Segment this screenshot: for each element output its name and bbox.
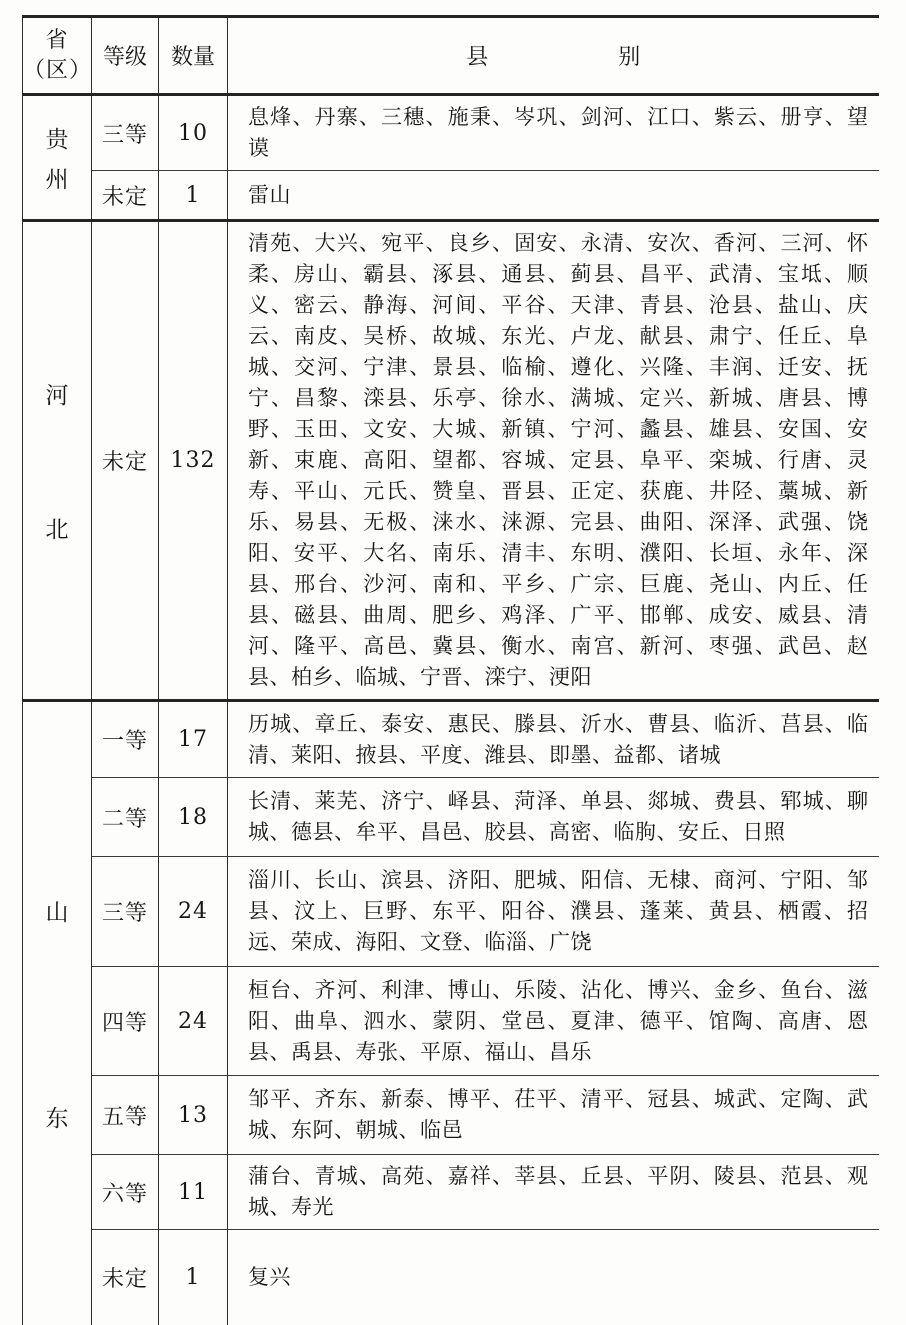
count-cell: 17: [159, 701, 228, 778]
table-row-guizhou-1: [23, 95, 879, 171]
col-header-province-bottom: （区）: [23, 57, 93, 83]
counties-list-cell: 复兴: [228, 1230, 879, 1325]
table-header-row: [23, 17, 879, 95]
table-row-shandong-7: [23, 1230, 879, 1325]
counties-list-cell: 历城、章丘、泰安、惠民、滕县、沂水、曹县、临沂、莒县、临清、莱阳、掖县、平度、潍县、即墨、益都、诸城: [228, 701, 879, 778]
table-row-shandong-6: [23, 1155, 879, 1230]
count-cell: 10: [159, 95, 228, 171]
table-body: [23, 95, 879, 1325]
province-char: 河: [45, 382, 69, 409]
province-cell-shandong: [23, 701, 92, 1325]
counties-list-cell: 雷山: [228, 171, 879, 221]
table-row-shandong-2: [23, 778, 879, 857]
col-header-county-left: 县: [466, 45, 489, 70]
count-cell: 24: [159, 967, 228, 1076]
province-cell-hebei: [23, 221, 92, 701]
province-label-guizhou: [23, 114, 91, 202]
province-char: 山: [45, 899, 69, 926]
count-cell: 24: [159, 857, 228, 967]
grade-cell: 三等: [92, 857, 159, 967]
counties-list-cell: 息烽、丹寨、三穗、施秉、岑巩、剑河、江口、紫云、册亨、望谟: [228, 95, 879, 171]
counties-list-cell: 邹平、齐东、新泰、博平、茌平、清平、冠县、城武、定陶、武城、东阿、朝城、临邑: [228, 1076, 879, 1155]
grade-cell: 五等: [92, 1076, 159, 1155]
table-row-guizhou-2: [23, 171, 879, 221]
col-header-grade: 等级: [92, 17, 159, 95]
counties-list-cell: 淄川、长山、滨县、济阳、肥城、阳信、无棣、商河、宁阳、邹县、汶上、巨野、东平、阳谷、濮县、蓬莱、黄县、栖霞、招远、荣成、海阳、文登、临淄、广饶: [228, 857, 879, 967]
counties-list-cell: 长清、莱芜、济宁、峄县、菏泽、单县、郯城、费县、郓城、聊城、德县、牟平、昌邑、胶县、高密、临朐、安丘、日照: [228, 778, 879, 857]
grade-cell: 一等: [92, 701, 159, 778]
col-header-province-top: 省: [45, 27, 69, 53]
counties-list-cell: 蒲台、青城、高苑、嘉祥、莘县、丘县、平阴、陵县、范县、观城、寿光: [228, 1155, 879, 1230]
col-header-county-right: 别: [618, 45, 641, 70]
count-cell: 132: [159, 221, 228, 701]
grade-cell: 未定: [92, 221, 159, 701]
counties-list-cell: 清苑、大兴、宛平、良乡、固安、永清、安次、香河、三河、怀柔、房山、霸县、涿县、通县、蓟县、昌平、武清、宝坻、顺义、密云、静海、河间、平谷、天津、青县、沧县、盐山、庆云、南皮、吴桥、故城、东光、卢龙、献县、肃宁、任丘、阜城、交河、宁津、景县、临榆、遵化、兴隆、丰润、迁安、抚宁、昌黎、滦县、乐亭、徐水、满城、定兴、新城、唐县、博野、玉田、文安、大城、新镇、宁河、蠡县、雄县、安国、安新、束鹿、高阳、望都、容城、定县、阜平、栾城、行唐、灵寿、平山、元氏、赞皇、晋县、正定、获鹿、井陉、藁城、新乐、易县、无极、涞水、涞源、完县、曲阳、深泽、武强、饶阳、安平、大名、南乐、清丰、东明、濮阳、长垣、永年、深县、邢台、沙河、南和、平乡、广宗、巨鹿、尧山、内丘、任县、磁县、曲周、肥乡、鸡泽、广平、邯郸、成安、威县、清河、隆平、高邑、冀县、衡水、南宫、新河、枣强、武邑、赵县、柏乡、临城、宁晋、滦宁、浭阳: [228, 221, 879, 701]
counties-list-cell: 桓台、齐河、利津、博山、乐陵、沾化、博兴、金乡、鱼台、滋阳、曲阜、泗水、蒙阴、堂邑、夏津、德平、馆陶、高唐、恩县、禹县、寿张、平原、福山、昌乐: [228, 967, 879, 1076]
province-cell-guizhou: [23, 95, 92, 221]
count-cell: 13: [159, 1076, 228, 1155]
count-cell: 18: [159, 778, 228, 857]
province-label-shandong: [23, 721, 91, 1306]
table-row-hebei-1: [23, 221, 879, 701]
grade-cell: 未定: [92, 171, 159, 221]
grade-cell: 三等: [92, 95, 159, 171]
grade-cell: 二等: [92, 778, 159, 857]
grade-cell: 六等: [92, 1155, 159, 1230]
province-label-hebei: [23, 276, 91, 646]
table-row-shandong-3: [23, 857, 879, 967]
count-cell: 11: [159, 1155, 228, 1230]
province-char: 贵: [45, 126, 69, 153]
province-char: 东: [45, 1105, 69, 1132]
count-cell: 1: [159, 171, 228, 221]
province-char: 州: [45, 167, 69, 194]
col-header-counties: [228, 17, 879, 95]
province-char: 北: [45, 517, 69, 544]
count-cell: 1: [159, 1230, 228, 1325]
grade-cell: 四等: [92, 967, 159, 1076]
col-header-province: [23, 17, 92, 95]
grade-cell: 未定: [92, 1230, 159, 1325]
col-header-count: 数量: [159, 17, 228, 95]
table-row-shandong-5: [23, 1076, 879, 1155]
county-grade-table: [22, 15, 879, 1325]
table-row-shandong-4: [23, 967, 879, 1076]
table-row-shandong-1: [23, 701, 879, 778]
